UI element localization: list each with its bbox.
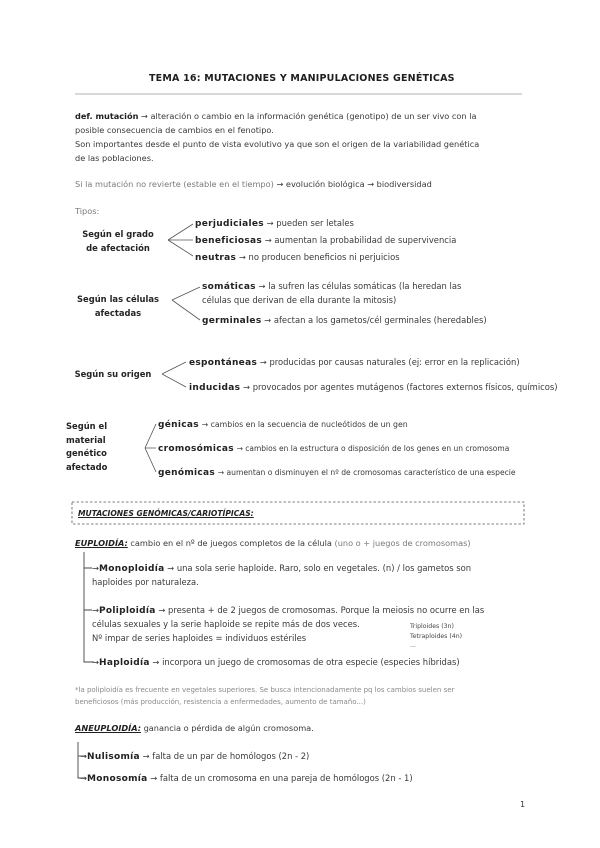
item-somaticas-cont: células que derivan de ella durante la mitosis) <box>202 295 397 305</box>
item-neutras: neutras → no producen beneficios ni perjuicios <box>195 252 400 263</box>
monosomia-line: →Monosomía → falta de un cromosoma en una pareja de homólogos (2n - 1) <box>80 773 413 784</box>
side-note-tetraploides: Tetraploides (4n) <box>410 633 463 640</box>
item-genicas: génicas → cambios en la secuencia de nucleótidos de un gen <box>158 420 408 430</box>
aneuploidia-term: ANEUPLOIDÍA: <box>75 723 141 733</box>
definition-line-2: posible consecuencia de cambios en el fenotipo. <box>75 125 274 135</box>
item-beneficiosas: beneficiosas → aumentan la probabilidad de supervivencia <box>195 235 457 246</box>
note-line-2: beneficiosos (más producción, resistencia a enfermedades, aumento de tamaño...) <box>75 698 366 706</box>
side-note-ellipsis: ... <box>410 642 416 649</box>
tipos-label: Tipos: <box>75 206 100 216</box>
monoploidia-cont: haploides por naturaleza. <box>92 577 199 587</box>
item-espontaneas: espontáneas → producidas por causas naturales (ej: error en la replicación) <box>189 357 520 368</box>
group-grado-label: Según el grado de afectación <box>82 229 154 253</box>
definition-line-1: def. mutación → alteración o cambio en la información genética (genotipo) de un ser vivo con la <box>75 111 477 121</box>
definition-line-3: Son importantes desde el punto de vista evolutivo ya que son el origen de la variabilidad genética <box>75 139 480 149</box>
item-genomicas: genómicas → aumentan o disminuyen el nº de cromosomas característico de una especie <box>158 468 516 478</box>
nulisomia-line: →Nulisomía → falta de un par de homólogos (2n - 2) <box>80 751 310 762</box>
fork-celulas <box>172 287 200 320</box>
item-perjudiciales: perjudiciales → pueden ser letales <box>195 218 354 229</box>
aneuploidia-line: ANEUPLOIDÍA: ganancia o pérdida de algún cromosoma. <box>75 723 314 733</box>
fork-grado <box>168 224 193 256</box>
item-germinales: germinales → afectan a los gametos/cél germinales (heredables) <box>202 315 487 326</box>
item-somaticas: somáticas → la sufren las células somáticas (la heredan las <box>202 281 462 292</box>
definition-line-4: de las poblaciones. <box>75 153 154 163</box>
group-origen-label: Según su origen <box>74 369 152 379</box>
page-title: TEMA 16: MUTACIONES Y MANIPULACIONES GENÉTICAS <box>149 73 455 84</box>
poliploidia-cont-2: Nº impar de series haploides = individuos estériles <box>92 633 307 643</box>
note-line-1: *la poliploidía es frecuente en vegetales superiores. Se busca intencionadamente pq los cambios suelen ser <box>75 686 455 694</box>
fork-material <box>145 424 156 472</box>
fork-origen <box>162 362 186 387</box>
definition-term: def. mutación <box>75 111 139 121</box>
group-celulas-label: Según las células afectadas <box>77 294 159 318</box>
euploidia-line: EUPLOIDÍA: cambio en el nº de juegos completos de la célula (uno o + juegos de cromosomas) <box>75 538 471 548</box>
poliploidia-line: →Poliploidía → presenta + de 2 juegos de cromosomas. Porque la meiosis no ocurre en las <box>92 605 485 616</box>
euploidia-term: EUPLOIDÍA: <box>75 538 128 548</box>
poliploidia-cont: células sexuales y la serie haploide se repite más de dos veces. <box>92 619 360 629</box>
haploidia-line: →Haploidía → incorpora un juego de cromosomas de otra especie (especies híbridas) <box>92 657 460 668</box>
side-note-triploides: Triploides (3n) <box>410 623 454 630</box>
item-cromosomicas: cromosómicas → cambios en la estructura o disposición de los genes en un cromosoma <box>158 444 510 454</box>
monoploidia-line: →Monoploidía → una sola serie haploide. Raro, solo en vegetales. (n) / los gametos son <box>92 563 472 574</box>
group-material-label: Según el material genético afectado <box>66 421 108 472</box>
evolution-line: Si la mutación no revierte (estable en el tiempo) → evolución biológica → biodiversidad <box>75 179 432 189</box>
page-number: 1 <box>520 800 526 809</box>
item-inducidas: inducidas → provocados por agentes mutágenos (factores externos físicos, químicos) <box>189 382 558 393</box>
box-title: MUTACIONES GENÓMICAS/CARIOTÍPICAS: <box>78 509 254 518</box>
